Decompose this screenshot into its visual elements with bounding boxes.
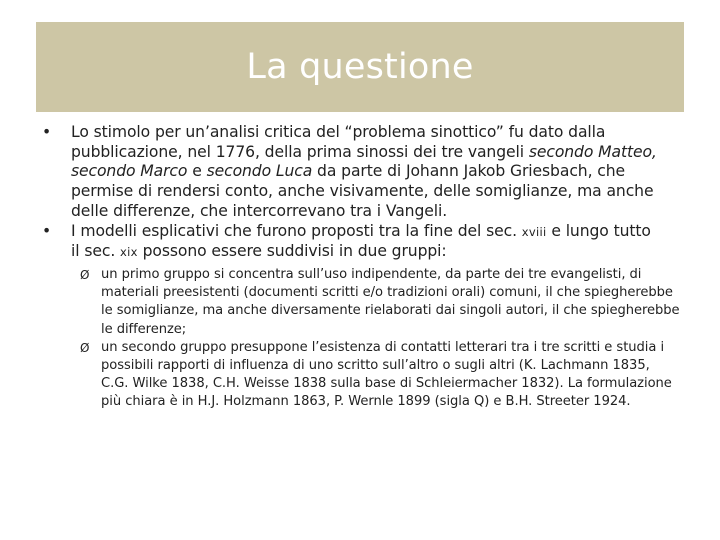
bullet-dot-icon: • [42,123,52,141]
bullet-italic-text: secondo Luca [206,162,313,181]
sub-bullet-text: un primo gruppo si concentra sull’uso indipendente, da parte dei tre evangelisti, di materiali preesistenti (documenti scritti e/o tradizioni orali) comuni, il che spiegherebbe le somiglianze, ma anche diversamente rielaborati dai singoli autori, il che spiegherebbe le differenze; [101,266,680,337]
sub-bullet-text: un secondo gruppo presuppone l’esistenza di contatti letterari tra i tre scritti e studia i possibili rapporti di influenza di uno scritto sull’altro o sugli altri (K. Lachmann 1835, C.G. Wilke 1838, C.H. Weisse 1838 sulla base di Schleiermacher 1832). La formulazione più chiara è in H.J. Holzmann 1863, P. Wernle 1899 (sigla Q) e B.H. Streeter 1924. [101,339,672,410]
century-numeral: xviii [521,224,547,239]
slide-title: La questione [246,47,474,87]
bullet-text-part: e lungo tutto il sec. [71,221,651,261]
bullet-item-modelli [0,222,663,263]
title-band [36,22,684,112]
bullet-text-part: da parte di Johann Jakob Griesbach, che permise di rendersi conto, anche visivamente, delle somiglianze, ma anche delle differenze, che intercorrevano tra i Vangeli. [71,162,654,220]
sub-bullet-item-secondo-gruppo [0,339,681,412]
bullet-text-part: possono essere suddivisi in due gruppi: [137,242,447,261]
slide-body [0,123,720,412]
arrow-bullet-icon: Ø [80,340,90,355]
arrow-bullet-icon: Ø [80,267,90,282]
bullet-text-part: I modelli esplicativi che furono proposti tra la fine del sec. [71,221,522,240]
bullet-text-part: Lo stimolo per un’analisi critica del “problema sinottico” fu dato dalla pubblicazione, nel 1776, della prima sinossi dei tre vangeli [71,123,606,161]
bullet-italic-text: secondo Matteo, secondo Marco [71,142,657,181]
sub-bullet-item-primo-gruppo [0,266,681,339]
bullet-item-stimolo [0,123,663,222]
century-numeral: xix [120,245,138,260]
bullet-dot-icon: • [42,221,52,240]
bullet-text-part: e [187,162,207,181]
